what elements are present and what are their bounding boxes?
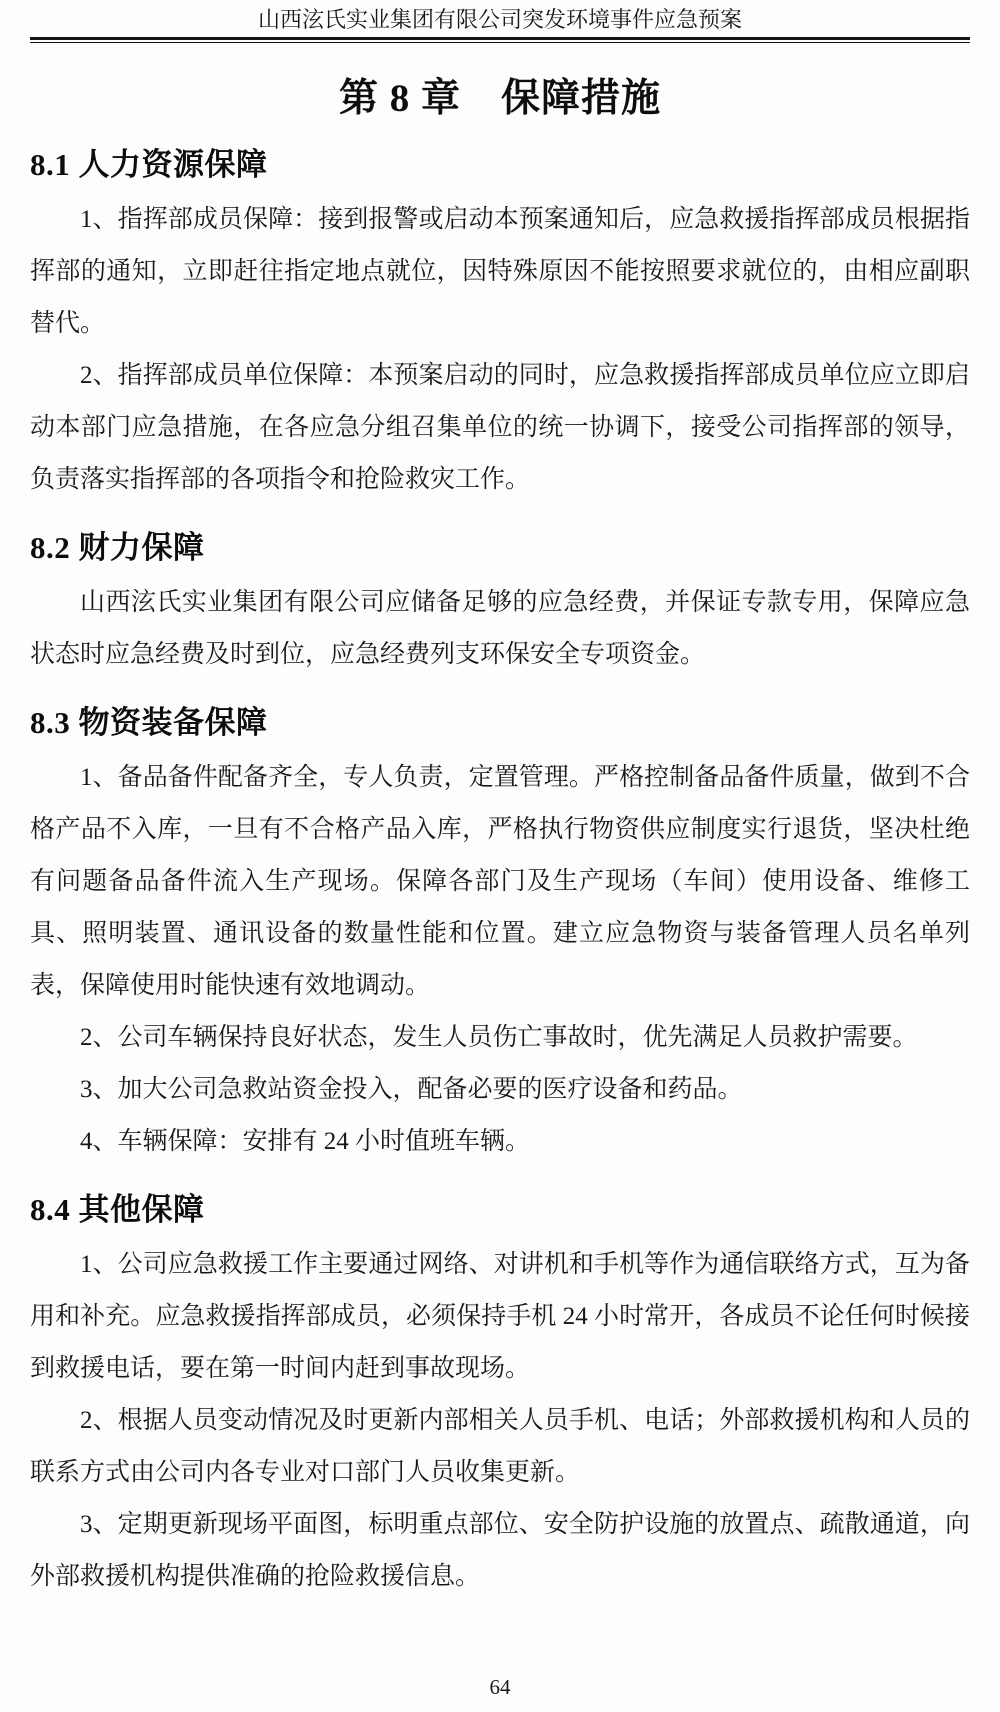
paragraph: 1、指挥部成员保障：接到报警或启动本预案通知后，应急救援指挥部成员根据指挥部的通知，立即赶往指定地点就位，因特殊原因不能按照要求就位的，由相应副职替代。	[30, 206, 970, 337]
section-heading: 8.3 物资装备保障	[30, 705, 268, 740]
paragraph: 山西泫氏实业集团有限公司应储备足够的应急经费，并保证专款专用，保障应急状态时应急经费及时到位，应急经费列支环保安全专项资金。	[30, 589, 970, 668]
section-heading: 8.2 财力保障	[30, 530, 205, 565]
section-heading: 8.1 人力资源保障	[30, 147, 268, 182]
paragraph: 2、根据人员变动情况及时更新内部相关人员手机、电话；外部救援机构和人员的联系方式由公司内各专业对口部门人员收集更新。	[30, 1407, 970, 1486]
paragraph: 1、备品备件配备齐全，专人负责，定置管理。严格控制备品备件质量，做到不合格产品不入库，一旦有不合格产品入库，严格执行物资供应制度实行退货，坚决杜绝有问题备品备件流入生产现场。保障各部门及生产现场（车间）使用设备、维修工具、照明装置、通讯设备的数量性能和位置。建立应急物资与装备管理人员名单列表，保障使用时能快速有效地调动。	[30, 764, 970, 999]
page-header	[30, 6, 970, 43]
header-running-title: 山西泫氏实业集团有限公司突发环境事件应急预案	[257, 7, 742, 32]
header-divider	[30, 37, 970, 43]
paragraph: 3、定期更新现场平面图，标明重点部位、安全防护设施的放置点、疏散通道，向外部救援机构提供准确的抢险救援信息。	[30, 1511, 970, 1590]
paragraph: 1、公司应急救援工作主要通过网络、对讲机和手机等作为通信联络方式，互为备用和补充。应急救援指挥部成员，必须保持手机 24 小时常开，各成员不论任何时候接到救援电话，要在第一时间内赶到事故现场。	[30, 1251, 970, 1382]
header-divider-thin-line	[30, 42, 970, 43]
header-divider-thick-line	[30, 37, 970, 40]
paragraph: 2、公司车辆保持良好状态，发生人员伤亡事故时，优先满足人员救护需要。	[80, 1024, 918, 1051]
document-body	[30, 139, 970, 1603]
paragraph: 2、指挥部成员单位保障：本预案启动的同时，应急救援指挥部成员单位应立即启动本部门应急措施，在各应急分组召集单位的统一协调下，接受公司指挥部的领导，负责落实指挥部的各项指令和抢险救灾工作。	[30, 362, 970, 493]
paragraph: 4、车辆保障：安排有 24 小时值班车辆。	[80, 1128, 531, 1155]
paragraph: 3、加大公司急救站资金投入，配备必要的医疗设备和药品。	[80, 1076, 743, 1103]
chapter-title: 第 8 章 保障措施	[338, 77, 661, 120]
section-heading: 8.4 其他保障	[30, 1192, 205, 1227]
page-number: 64	[489, 1675, 511, 1699]
